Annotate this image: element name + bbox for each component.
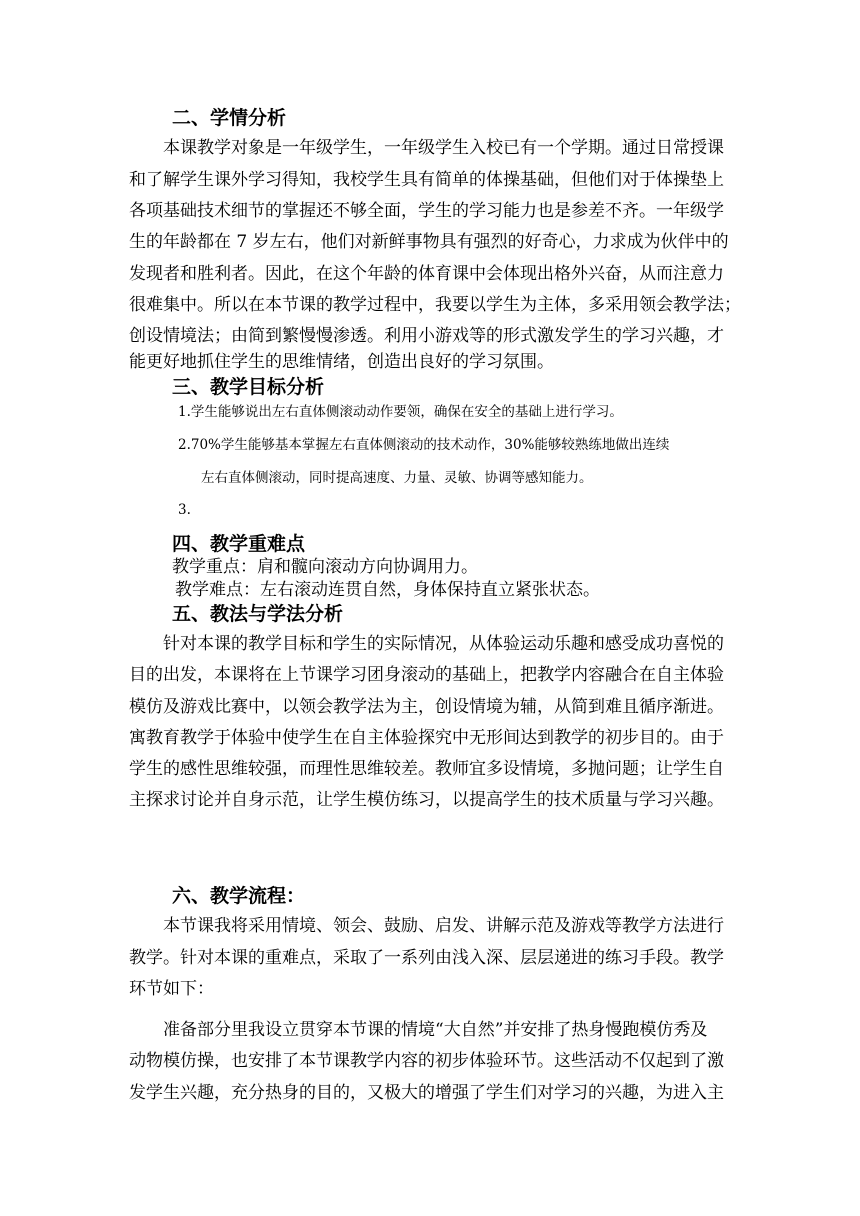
paragraph-line: 准备部分里我设立贯穿本节课的情境“大自然”并安排了热身慢跑模仿秀及 bbox=[163, 1020, 708, 1040]
paragraph-line: 发现者和胜利者。因此，在这个年龄的体育课中会体现出格外兴奋，从而注意力 bbox=[129, 264, 724, 284]
section-heading-key-difficult-points: 四、教学重难点 bbox=[172, 533, 306, 555]
section-heading-teaching-objectives: 三、教学目标分析 bbox=[172, 376, 325, 398]
objective-item-1: 1.学生能够说出左右直体侧滚动动作要领，确保在安全的基础上进行学习。 bbox=[178, 404, 623, 420]
difficult-point-line: 教学难点：左右滚动连贯自然，身体保持直立紧张状态。 bbox=[175, 580, 600, 600]
paragraph-line: 学生的感性思维较强，而理性思维较差。教师宜多设情境，多抛问题；让学生自 bbox=[129, 759, 724, 779]
paragraph-line: 针对本课的教学目标和学生的实际情况，从体验运动乐趣和感受成功喜悦的 bbox=[163, 634, 724, 654]
paragraph-line: 环节如下： bbox=[129, 979, 214, 999]
paragraph-line: 发学生兴趣，充分热身的目的，又极大的增强了学生们对学习的兴趣，为进入主 bbox=[129, 1083, 724, 1103]
paragraph-line: 创设情境法；由简到繁慢慢渗透。利用小游戏等的形式激发学生的学习兴趣，才 bbox=[129, 326, 724, 346]
section-heading-teaching-methods: 五、教法与学法分析 bbox=[172, 603, 344, 625]
objective-item-2: 2.70%学生能够基本掌握左右直体侧滚动的技术动作，30%能够较熟练地做出连续 bbox=[178, 437, 670, 453]
paragraph-line: 本课教学对象是一年级学生，一年级学生入校已有一个学期。通过日常授课 bbox=[163, 138, 724, 158]
paragraph-line: 主探求讨论并自身示范，让学生模仿练习，以提高学生的技术质量与学习兴趣。 bbox=[129, 790, 724, 810]
paragraph-line: 教学。针对本课的重难点，采取了一系列由浅入深、层层递进的练习手段。教学 bbox=[129, 948, 724, 968]
paragraph-line: 和了解学生课外学习得知，我校学生具有简单的体操基础，但他们对于体操垫上 bbox=[129, 170, 724, 190]
paragraph-line: 目的出发，本课将在上节课学习团身滚动的基础上，把教学内容融合在自主体验 bbox=[129, 665, 724, 685]
paragraph-line: 模仿及游戏比赛中，以领会教学法为主，创设情境为辅，从简到难且循序渐进。 bbox=[129, 697, 724, 717]
paragraph-line: 能更好地抓住学生的思维情绪，创造出良好的学习氛围。 bbox=[129, 352, 554, 372]
objective-item-3: 3. bbox=[178, 502, 191, 518]
paragraph-line: 生的年龄都在 7 岁左右，他们对新鲜事物具有强烈的好奇心，力求成为伙伴中的 bbox=[129, 232, 729, 252]
section-heading-teaching-process: 六、教学流程： bbox=[172, 885, 306, 907]
section-heading-learner-analysis: 二、学情分析 bbox=[172, 107, 287, 129]
paragraph-line: 各项基础技术细节的掌握还不够全面，学生的学习能力也是参差不齐。一年级学 bbox=[129, 201, 724, 221]
paragraph-line: 本节课我将采用情境、领会、鼓励、启发、讲解示范及游戏等教学方法进行 bbox=[163, 916, 724, 936]
paragraph-line: 寓教育教学于体验中使学生在自主体验探究中无形间达到教学的初步目的。由于 bbox=[129, 728, 724, 748]
key-point-line: 教学重点：肩和髋向滚动方向协调用力。 bbox=[172, 557, 478, 577]
objective-item-2-continued: 左右直体侧滚动，同时提高速度、力量、灵敏、协调等感知能力。 bbox=[201, 470, 593, 486]
paragraph-line: 很难集中。所以在本节课的教学过程中，我要以学生为主体，多采用领会教学法； bbox=[129, 295, 741, 315]
paragraph-line: 动物模仿操，也安排了本节课教学内容的初步体验环节。这些活动不仅起到了激 bbox=[129, 1051, 724, 1071]
